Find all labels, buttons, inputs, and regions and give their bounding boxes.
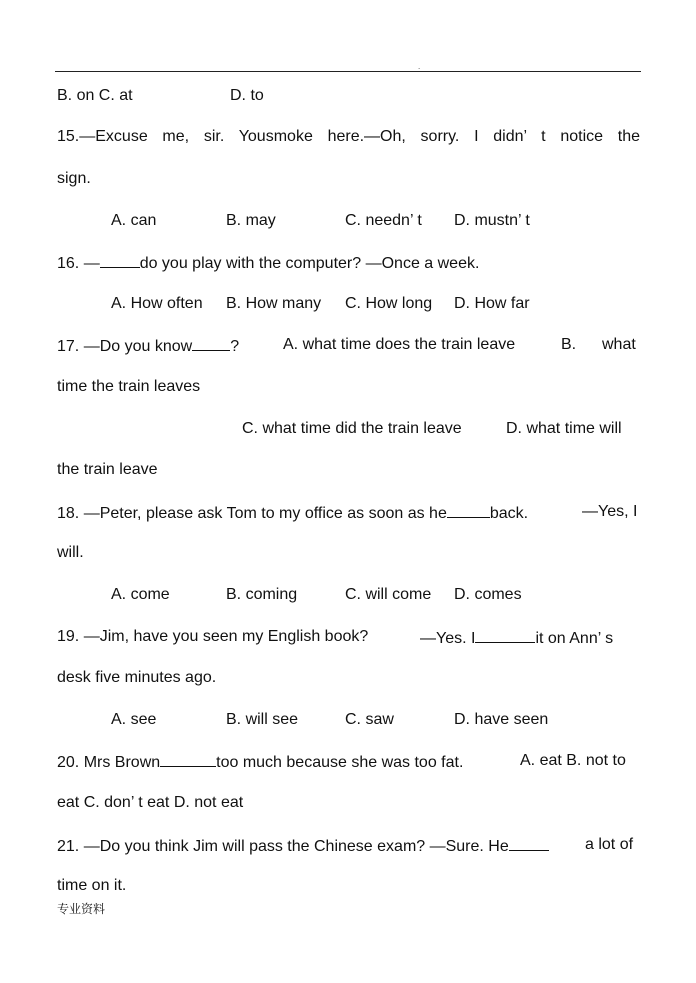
q20-options-c-d: eat C. don’ t eat D. not eat bbox=[57, 794, 244, 811]
q21-question-line bbox=[57, 835, 549, 857]
q21-text-b: a lot of bbox=[585, 836, 634, 853]
q20-options-a-b: A. eat B. not to bbox=[520, 752, 626, 769]
footer-label: 专业资料 bbox=[57, 902, 106, 916]
q18-blank bbox=[447, 502, 490, 518]
q19-option-b: B. will see bbox=[226, 711, 299, 728]
q19-option-c: C. saw bbox=[345, 711, 394, 728]
header-dot: . bbox=[418, 62, 421, 71]
q17-option-a: A. what time does the train leave bbox=[283, 336, 516, 353]
q16-text-a: 16. — bbox=[57, 255, 100, 272]
q19-option-a: A. see bbox=[111, 711, 157, 728]
q20-blank bbox=[160, 751, 216, 767]
q20-question-line bbox=[57, 751, 463, 773]
q15-option-c: C. needn’ t bbox=[345, 212, 422, 229]
q17-option-b-label: B. bbox=[561, 336, 577, 353]
q19-text-c: it on Ann’ s bbox=[535, 630, 614, 647]
q20-text-a: 20. Mrs Brown bbox=[57, 754, 161, 771]
q17-option-b-rest: time the train leaves bbox=[57, 378, 201, 395]
q15-option-d: D. mustn’ t bbox=[454, 212, 530, 229]
q17-text-a: 17. —Do you know bbox=[57, 338, 193, 355]
q18-text-b: back. bbox=[489, 505, 529, 522]
q15-question-line bbox=[57, 127, 640, 147]
q19-text-b: —Yes. I bbox=[420, 630, 476, 647]
q17-text-b: ? bbox=[230, 338, 240, 355]
q18-text-d: will. bbox=[57, 544, 84, 561]
q19-text-a: 19. —Jim, have you seen my English book? bbox=[57, 628, 369, 645]
q17-blank bbox=[192, 335, 230, 351]
q15-option-b: B. may bbox=[226, 212, 276, 229]
q17-option-d-rest: the train leave bbox=[57, 461, 158, 478]
q18-option-a: A. come bbox=[111, 586, 170, 603]
q18-text-c: —Yes, I bbox=[582, 503, 638, 520]
q14-options-line: B. on C. at bbox=[57, 87, 133, 104]
q14-option-d: D. to bbox=[230, 87, 264, 104]
q19-answer-line bbox=[420, 627, 613, 649]
q16-question-line bbox=[57, 252, 479, 274]
q16-text-b: do you play with the computer? —Once a week. bbox=[139, 255, 480, 272]
q17-option-d: D. what time will bbox=[506, 420, 622, 437]
q16-option-d: D. How far bbox=[454, 295, 530, 312]
q21-text-a: 21. —Do you think Jim will pass the Chinese exam? —Sure. He bbox=[57, 838, 509, 855]
q21-blank bbox=[509, 835, 549, 851]
header-rule bbox=[55, 71, 641, 72]
q17-option-c: C. what time did the train leave bbox=[242, 420, 462, 437]
q19-option-d: D. have seen bbox=[454, 711, 549, 728]
q18-option-d: D. comes bbox=[454, 586, 522, 603]
q18-text-a: 18. —Peter, please ask Tom to my office as soon as he bbox=[57, 505, 447, 522]
q16-option-b: B. How many bbox=[226, 295, 322, 312]
q19-blank bbox=[475, 627, 535, 643]
q19-text-d: desk five minutes ago. bbox=[57, 669, 217, 686]
q15-text-c: sign. bbox=[57, 170, 91, 187]
q18-question-line bbox=[57, 502, 528, 524]
q20-text-b: too much because she was too fat. bbox=[216, 754, 464, 771]
q17-option-b-word: what bbox=[602, 336, 636, 353]
q16-option-a: A. How often bbox=[111, 295, 203, 312]
q15-text-b: smoke here.—Oh, sorry. I didn’ t notice the bbox=[265, 128, 641, 145]
q16-option-c: C. How long bbox=[345, 295, 433, 312]
q15-text-a: 15.—Excuse me, sir. You bbox=[57, 128, 266, 145]
q18-option-b: B. coming bbox=[226, 586, 298, 603]
q16-blank bbox=[100, 252, 140, 268]
q18-option-c: C. will come bbox=[345, 586, 432, 603]
q21-text-c: time on it. bbox=[57, 877, 127, 894]
q17-question-line bbox=[57, 335, 239, 357]
q15-option-a: A. can bbox=[111, 212, 157, 229]
